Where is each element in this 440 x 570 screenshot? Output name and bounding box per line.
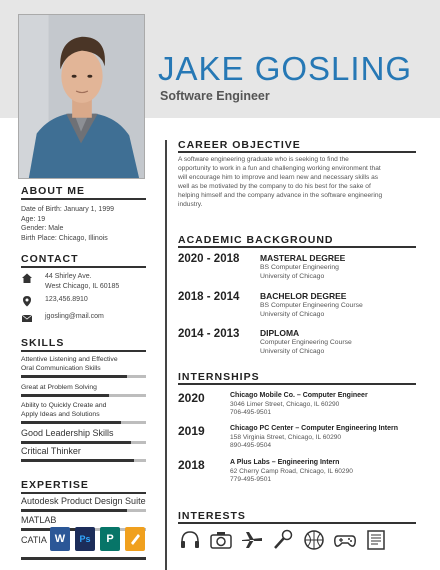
education-field: BS Computer Engineering Course [260,302,363,309]
expertise-heading: EXPERTISE [21,479,89,491]
birth-place: Birth Place: Chicago, Illinois [21,234,108,242]
profile-photo [18,14,145,179]
expertise-bar-catia [21,557,146,560]
microphone-icon [271,528,295,552]
airplane-icon [240,528,264,552]
skill-bar-fill [21,441,131,444]
skill-label: Great at Problem Solving [21,384,97,391]
interests-underline [178,522,416,524]
address-line-2: West Chicago, IL 60185 [45,282,120,290]
education-degree: BACHELOR DEGREE [260,291,347,301]
skills-underline [21,350,146,352]
location-pin-icon [21,295,33,307]
skill-bar [21,441,146,444]
headphones-icon [178,528,202,552]
interests-icons [178,528,388,552]
expertise-label: Autodesk Product Design Suite [21,496,146,506]
skills-heading: SKILLS [21,337,65,349]
internship-entry [178,424,408,451]
skill-item [21,401,146,424]
education-degree: DIPLOMA [260,328,300,338]
internship-title: A Plus Labs – Engineering Intern [230,459,340,466]
skill-bar-fill [21,394,109,397]
job-title: Software Engineer [160,89,270,103]
skill-bar-fill [21,421,121,424]
about-heading: ABOUT ME [21,185,85,197]
internships-underline [178,383,416,385]
age: Age: 19 [21,215,46,223]
newspaper-icon [364,528,388,552]
internship-year: 2019 [178,424,205,438]
skill-bar [21,421,146,424]
education-entry [178,253,398,282]
skill-label: Attentive Listening and Effective [21,356,118,363]
internships-heading: INTERNSHIPS [178,371,260,383]
birth-date: Date of Birth: January 1, 1999 [21,206,114,213]
word-icon: W [50,527,70,551]
home-icon [21,272,33,284]
photoshop-icon: Ps [75,527,95,551]
education-school: University of Chicago [260,347,325,355]
contact-underline [21,266,146,268]
education-entry [178,328,398,357]
about-details [21,205,146,243]
candidate-name: JAKE GOSLING [158,50,413,87]
education-school: University of Chicago [260,272,325,280]
skill-bar [21,459,146,462]
skill-label-2: Oral Communication Skills [21,365,101,372]
education-field: Computer Engineering Course [260,339,352,346]
internship-entry [178,458,408,485]
internship-address: 158 Virginia Street, Chicago, IL 60290 [230,434,342,441]
education-degree: MASTERAL DEGREE [260,253,346,263]
skill-label: Critical Thinker [21,446,81,456]
education-field: BS Computer Engineering [260,264,339,271]
skill-item [21,428,146,444]
pen-tool-icon [125,527,145,551]
skill-bar-fill [21,459,134,462]
expertise-item [21,496,146,512]
interests-heading: INTERESTS [178,510,246,522]
expertise-label: MATLAB [21,515,57,525]
phone-number: 123,456.8910 [45,296,88,303]
expertise-bar-fill [21,509,127,512]
academic-underline [178,246,416,248]
skill-label: Good Leadership Skills [21,428,114,438]
expertise-bar [21,509,146,512]
skill-bar [21,375,146,378]
objective-text: A software engineering graduate who is seeking to find the opportunity to work in a fun and challenging working environment that will encourage him to improve and learn new and necessary skills as well as be motivated by the company to do his best for the sake of helping himself and the company advance in the software engineering industry. [178,156,383,208]
internship-phone: 890-495-9504 [230,442,272,450]
gamepad-icon [333,528,357,552]
internship-address: 62 Cherry Camp Road, Chicago, IL 60290 [230,468,353,475]
skill-item [21,355,146,378]
internship-phone: 779-495-9501 [230,476,272,484]
internship-year: 2020 [178,391,205,405]
skill-bar-fill [21,375,127,378]
education-school: University of Chicago [260,310,325,318]
about-underline [21,198,146,200]
gender: Gender: Male [21,225,64,232]
internship-address: 3046 Limer Street, Chicago, IL 60290 [230,401,340,408]
skill-bar [21,394,146,397]
objective-heading: CAREER OBJECTIVE [178,139,301,151]
education-years: 2018 - 2014 [178,291,240,303]
education-years: 2014 - 2013 [178,328,240,340]
contact-heading: CONTACT [21,253,79,265]
software-icons [50,527,145,551]
publisher-icon: P [100,527,120,551]
skill-item [21,383,146,397]
email-address[interactable]: jgosling@mail.com [45,313,104,320]
internship-title: Chicago PC Center – Computer Engineering Intern [230,425,399,432]
address-line-1: 44 Shirley Ave. [45,273,92,280]
expertise-underline [21,492,146,494]
objective-underline [178,151,416,153]
column-divider [165,140,167,570]
internship-title: Chicago Mobile Co. – Computer Engineer [230,392,368,399]
internship-entry [178,391,408,418]
expertise-label: CATIA [21,535,47,545]
education-years: 2020 - 2018 [178,253,240,265]
internship-phone: 706-495-9501 [230,409,272,417]
basketball-icon [302,528,326,552]
contact-address [21,272,119,291]
contact-email [21,312,104,324]
camera-icon [209,528,233,552]
skill-label-2: Apply Ideas and Solutions [21,411,100,418]
contact-phone [21,295,88,307]
academic-heading: ACADEMIC BACKGROUND [178,234,334,246]
mail-icon [21,312,33,324]
skill-item [21,446,146,462]
skill-label: Ability to Quickly Create and [21,402,107,409]
expertise-item [21,535,51,546]
internship-year: 2018 [178,458,205,472]
education-entry [178,291,398,320]
